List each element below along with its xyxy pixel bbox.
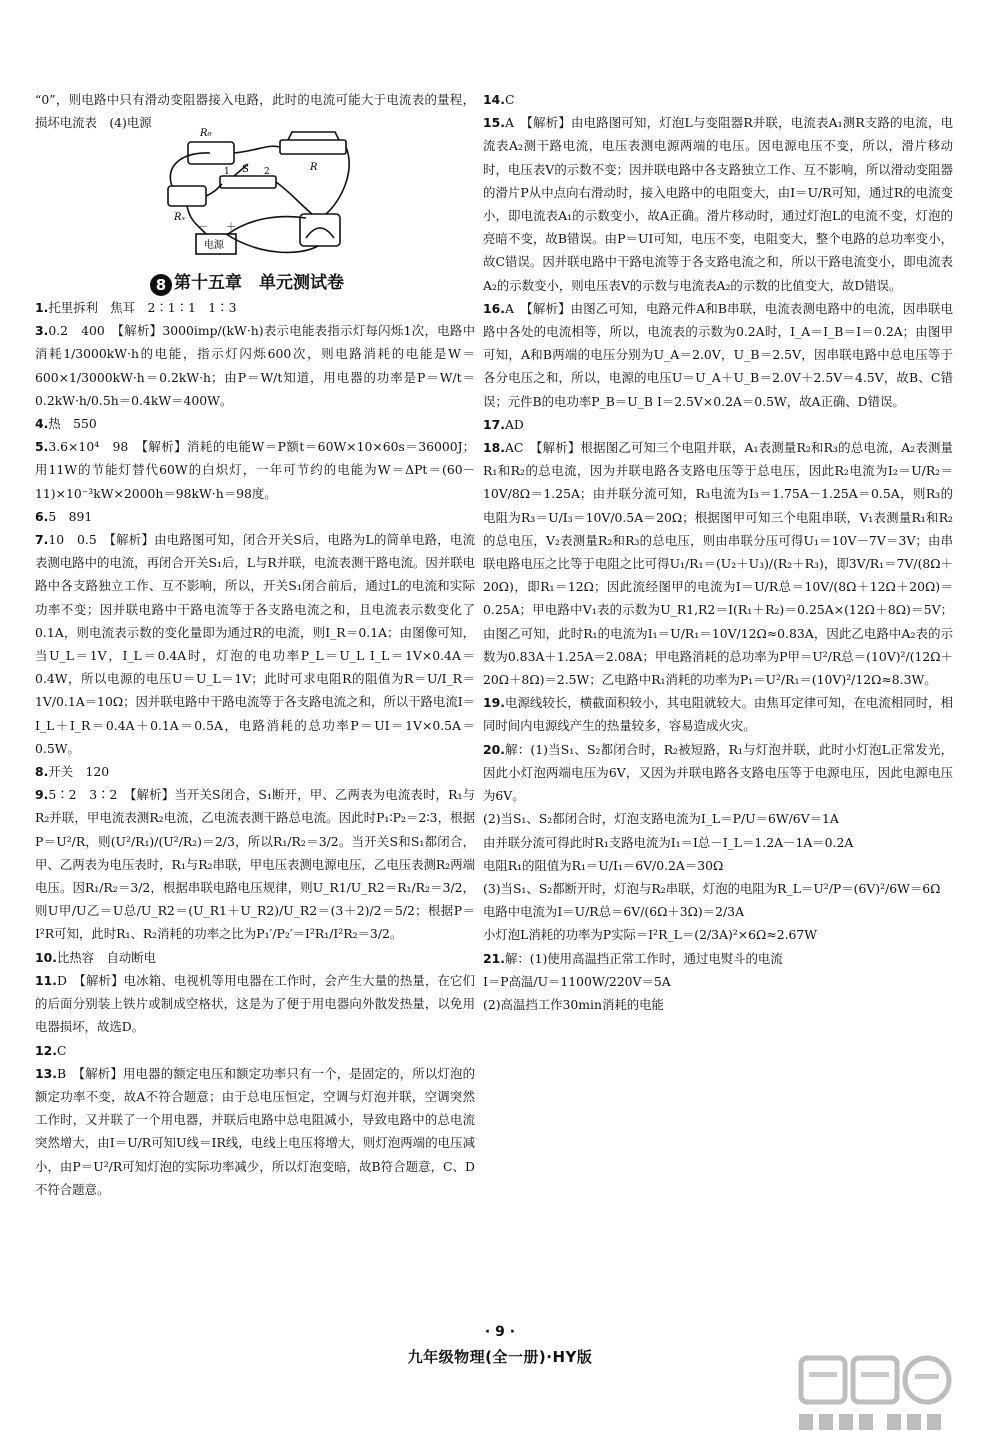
answer-item: 电路中电流为I＝U/R总＝6V/(6Ω＋3Ω)＝2/3A — [483, 904, 745, 920]
answer-item: 5.3.6×10⁴ 98 【解析】消耗的电能W＝P额t＝60W×10×60s＝36000J；用11W的节能灯替代60W的白炽灯，一年可节约的电能为W＝ΔPt＝(60－11)×10⁻³kW×2000h＝98kW·h＝98度。 — [35, 439, 475, 501]
answer-item: (2)当S₁、S₂都闭合时，灯泡支路电流为I_L＝P/U＝6W/6V＝1A — [483, 811, 839, 827]
chapter-heading — [150, 268, 344, 296]
chapter-title: 第十五章 单元测试卷 — [174, 273, 344, 293]
answer-item: 16.A 【解析】由图乙可知，电路元件A和B串联，电流表测电路中的电流，因串联电路中各处的电流相等，所以，电流表的示数为0.2A时，I_A＝I_B＝I＝0.2A；由图甲可知，A和B两端的电压分别为U_A＝2.0V，U_B＝2.5V，因串联电路中总电压等于各分电压之和，所以，电源的电压U＝U_A＋U_B＝2.0V＋2.5V＝4.5V，故B、C错误；元件B的电功率P_B＝U_B I＝2.5V×0.2A＝0.5W，故A正确、D错误。 — [483, 300, 953, 409]
answer-item: 6.5 891 — [35, 508, 93, 524]
rheostat — [280, 140, 346, 154]
r0-box — [188, 142, 234, 164]
rx-label: Rₓ — [174, 212, 186, 223]
r0-label: R₀ — [200, 128, 212, 139]
plus-label: ＋ — [226, 222, 236, 233]
answer-item: 19.电源线较长，横截面积较小，其电阻就较大。由焦耳定律可知，在电流相同时，相同时间内电源线产生的热量较多，容易造成火灾。 — [483, 695, 953, 734]
switch-pos-2: 2 — [264, 167, 270, 177]
rx-box — [168, 186, 206, 206]
answer-item: 7.10 0.5 【解析】由电路图可知，闭合开关S后，电路为L的简单电路，电流表测电路中的电流，再闭合开关S₁后，L与R并联，电流表测干路电流。因并联电路中各支路独立工作、互不影响，所以，开关S₁闭合前后，通过L的电流和实际功率不变；因并联电路中干路电流等于各支路电流之和，且电流表示数变化了0.1A，则电流表示数的变化量即为通过R的电流，则I_R＝0.1A；由图像可知，当U_L＝1V，I_L＝0.4A时，灯泡的电功率P_L＝U_L I_L＝1V×0.4A＝0.4W，所以电源的电压U＝U_L＝1V；此时可求电阻R的阻值为R＝U/I_R＝1V/0.1A＝10Ω；因并联电路中干路电流等于各支路电流之和，所以干路电流I＝I_L＋I_R＝0.4A＋0.1A＝0.5A，电路消耗的总功率P＝UI＝1V×0.5A＝0.5W。 — [35, 532, 475, 756]
chapter-number-badge: 8 — [150, 274, 172, 296]
answer-item: 8.开关 120 — [35, 764, 110, 780]
answer-item: 11.D 【解析】电冰箱、电视机等用电器在工作时，会产生大量的热量，在它们的后面分别装上铁片或制成空格状，这是为了便于用电器向外散发热量，以免用电器损坏，故选D。 — [35, 972, 475, 1035]
switch-pos-1: 1 — [224, 167, 230, 177]
source-label: 电源 — [204, 240, 224, 251]
answer-item: 由并联分流可得此时R₁支路电流为I₁＝I总－I_L＝1.2A－1A＝0.2A — [483, 834, 854, 850]
r-label: R — [310, 162, 318, 173]
answer-item: 17.AD — [483, 416, 524, 432]
page-number: · 9 · — [484, 1324, 516, 1340]
answer-item: 18.AC 【解析】根据图乙可知三个电阻并联，A₁表测量R₂和R₃的总电流，A₂表测量R₁和R₂的总电流，因为并联电路各支路电压等于总电压，因此R₂电流为I₂＝U/R₂＝10V/8Ω＝1.25A；由并联分流可知，R₃电流为I₃＝1.75A－1.25A＝0.5A，则R₃的电阻为R₃＝U/I₃＝10V/0.5A＝20Ω；根据图甲可知三个电阻串联，V₁表测量R₁和R₂的总电压，V₂表测量R₂和R₃的总电压，则由串联分压可得U₁＝10V－7V＝3V；由串联电路电压之比等于电阻之比可得U₁/R₁＝(U₂＋U₃)/(R₂＋R₃)，即3V/R₁＝7V/(8Ω＋20Ω)，即R₁＝12Ω；因此流经图甲的电流为I＝U/R总＝10V/(8Ω＋12Ω＋20Ω)＝0.25A；甲电路中V₁表的示数为U_R1,R2＝I(R₁＋R₂)＝0.25A×(12Ω＋8Ω)＝5V；由图乙可知，此时R₁的电流为I₁＝U/R₁＝10V/12Ω≈0.83A，因此乙电路中A₂表的示数为0.83A＋1.25A＝2.08A；甲电路消耗的总功率为P甲＝U²/R总＝(10V)²/(12Ω＋20Ω＋8Ω)＝2.5W；乙电路中R₁消耗的功率为P₁＝U²/R₁＝(10V)²/12Ω≈8.3W。 — [483, 440, 953, 688]
answer-item: 13.B 【解析】用电器的额定电压和额定功率只有一个，是固定的，所以灯泡的额定功率不变，故A不符合题意；由于总电压恒定，空调与灯泡并联，空调突然工作时，又并联了一个用电器，并联后电路中总电阻减小，导致电路中的总电流突然增大，由I＝U/R可知U线＝IR线，电线上电压将增大，则灯泡两端的电压减小，由P＝U²/R可知灯泡的实际功率减少，所以灯泡变暗，故B符合题意，C、D不符合题意。 — [35, 1065, 475, 1197]
answer-item: 12.C — [35, 1042, 67, 1058]
answer-item: 21.解：(1)使用高温挡正常工作时，通过电熨斗的电流 — [483, 950, 783, 966]
answer-item: 3.0.2 400 【解析】3000imp/(kW·h)表示电能表指示灯每闪烁1次，电路中消耗1/3000kW·h的电能，指示灯闪烁600次，则电路消耗的电能是W＝600×1/3000kW·h＝0.2kW·h；由P＝W/t知道，用电器的功率是P＝W/t＝0.2kW·h/0.5h＝0.4kW＝400W。 — [35, 323, 475, 408]
answer-item: 电阻R₁的阻值为R₁＝U/I₁＝6V/0.2A＝30Ω — [483, 857, 724, 873]
answer-item: 15.A 【解析】由电路图可知，灯泡L与变阻器R并联，电流表A₁测R支路的电流，电流表A₂测干路电流，电压表测电源两端的电压。因电源电压不变，所以，滑片移动时，电压表V的示数不变；因并联电路中各支路独立工作、互不影响，所以滑动变阻器的滑片P从中点向右滑动时，接入电路中的电阻变大，由I＝U/R可知，通过R的电流变小，即电流表A₁的示数变小，故A正确。滑片移动时，通过灯泡L的电流不变，灯泡的亮暗不变，故B错误。由P＝UI可知，电压不变，电阻变大，整个电路的总功率变小，故C错误。因并联电路中干路电流等于各支路电流之和，所以干路电流变小，即电流表A₂的示数变小，则电压表V的示数与电流表A₂的示数的比值变大，故D错误。 — [483, 115, 953, 293]
answer-item: (2)高温挡工作30min消耗的电能 — [483, 996, 664, 1012]
circuit-diagram — [160, 122, 360, 264]
meter — [300, 214, 340, 246]
answer-item: 小灯泡L消耗的功率为P实际＝I²R_L＝(2/3A)²×6Ω≈2.67W — [483, 927, 818, 943]
left-answers — [35, 296, 475, 1201]
answer-item: 4.热 550 — [35, 416, 97, 432]
answer-item: 9.5∶2 3∶2 【解析】当开关S闭合，S₁断开，甲、乙两表为电流表时，R₁与R₂并联，甲电流表测R₂电流，乙电流表测干路总电流。因此时P₁∶P₂＝2∶3，根据P＝U²/R，则(U²/R₁)/(U²/R₂)＝2/3，所以R₁/R₂＝3/2。当开关S和S₁都闭合，甲、乙两表为电压表时，R₁与R₂串联，甲电压表测电源电压，乙电压表测R₂两端电压。因R₁/R₂＝3/2，根据串联电路电压规律，则U_R1/U_R2＝R₁/R₂＝3/2，则U甲/U乙＝U总/U_R2＝(U_R1＋U_R2)/U_R2＝(3＋2)/2＝5/2；根据P＝I²R可知，此时R₁、R₂消耗的功率之比为P₁′/P₂′＝I²R₁/I²R₂＝3/2。 — [35, 787, 475, 942]
answer-intro: “0”，则电路中只有滑动变阻器接入电路，此时的电流可能大于电流表的量程，损坏电流表 (4)电源 — [35, 92, 475, 131]
answer-item: 10.比热容 自动断电 — [35, 949, 157, 965]
answer-item: 20.解：(1)当S₁、S₂都闭合时，R₂被短路，R₁与灯泡并联，此时小灯泡L正常发光，因此小灯泡两端电压为6V，又因为并联电路各支路电压等于电源电压，因此电源电压为6V。 — [483, 741, 953, 804]
answer-item: I＝P高温/U＝1100W/220V＝5A — [483, 973, 671, 989]
answer-item: (3)当S₁、S₂都断开时，灯泡与R₂串联，灯泡的电阻为R_L＝U²/P＝(6V)²/6W＝6Ω — [483, 880, 941, 896]
watermark-logo — [795, 1352, 955, 1436]
book-title: 九年级物理(全一册)·HY版 — [407, 1348, 593, 1366]
switch-label: S — [242, 164, 249, 175]
answer-item: 14.C — [483, 92, 515, 107]
right-column — [483, 88, 953, 1016]
minus-label: － — [198, 222, 208, 233]
switch-base — [220, 176, 276, 188]
answer-item: 1.托里拆利 焦耳 2∶1∶1 1∶3 — [35, 300, 237, 315]
